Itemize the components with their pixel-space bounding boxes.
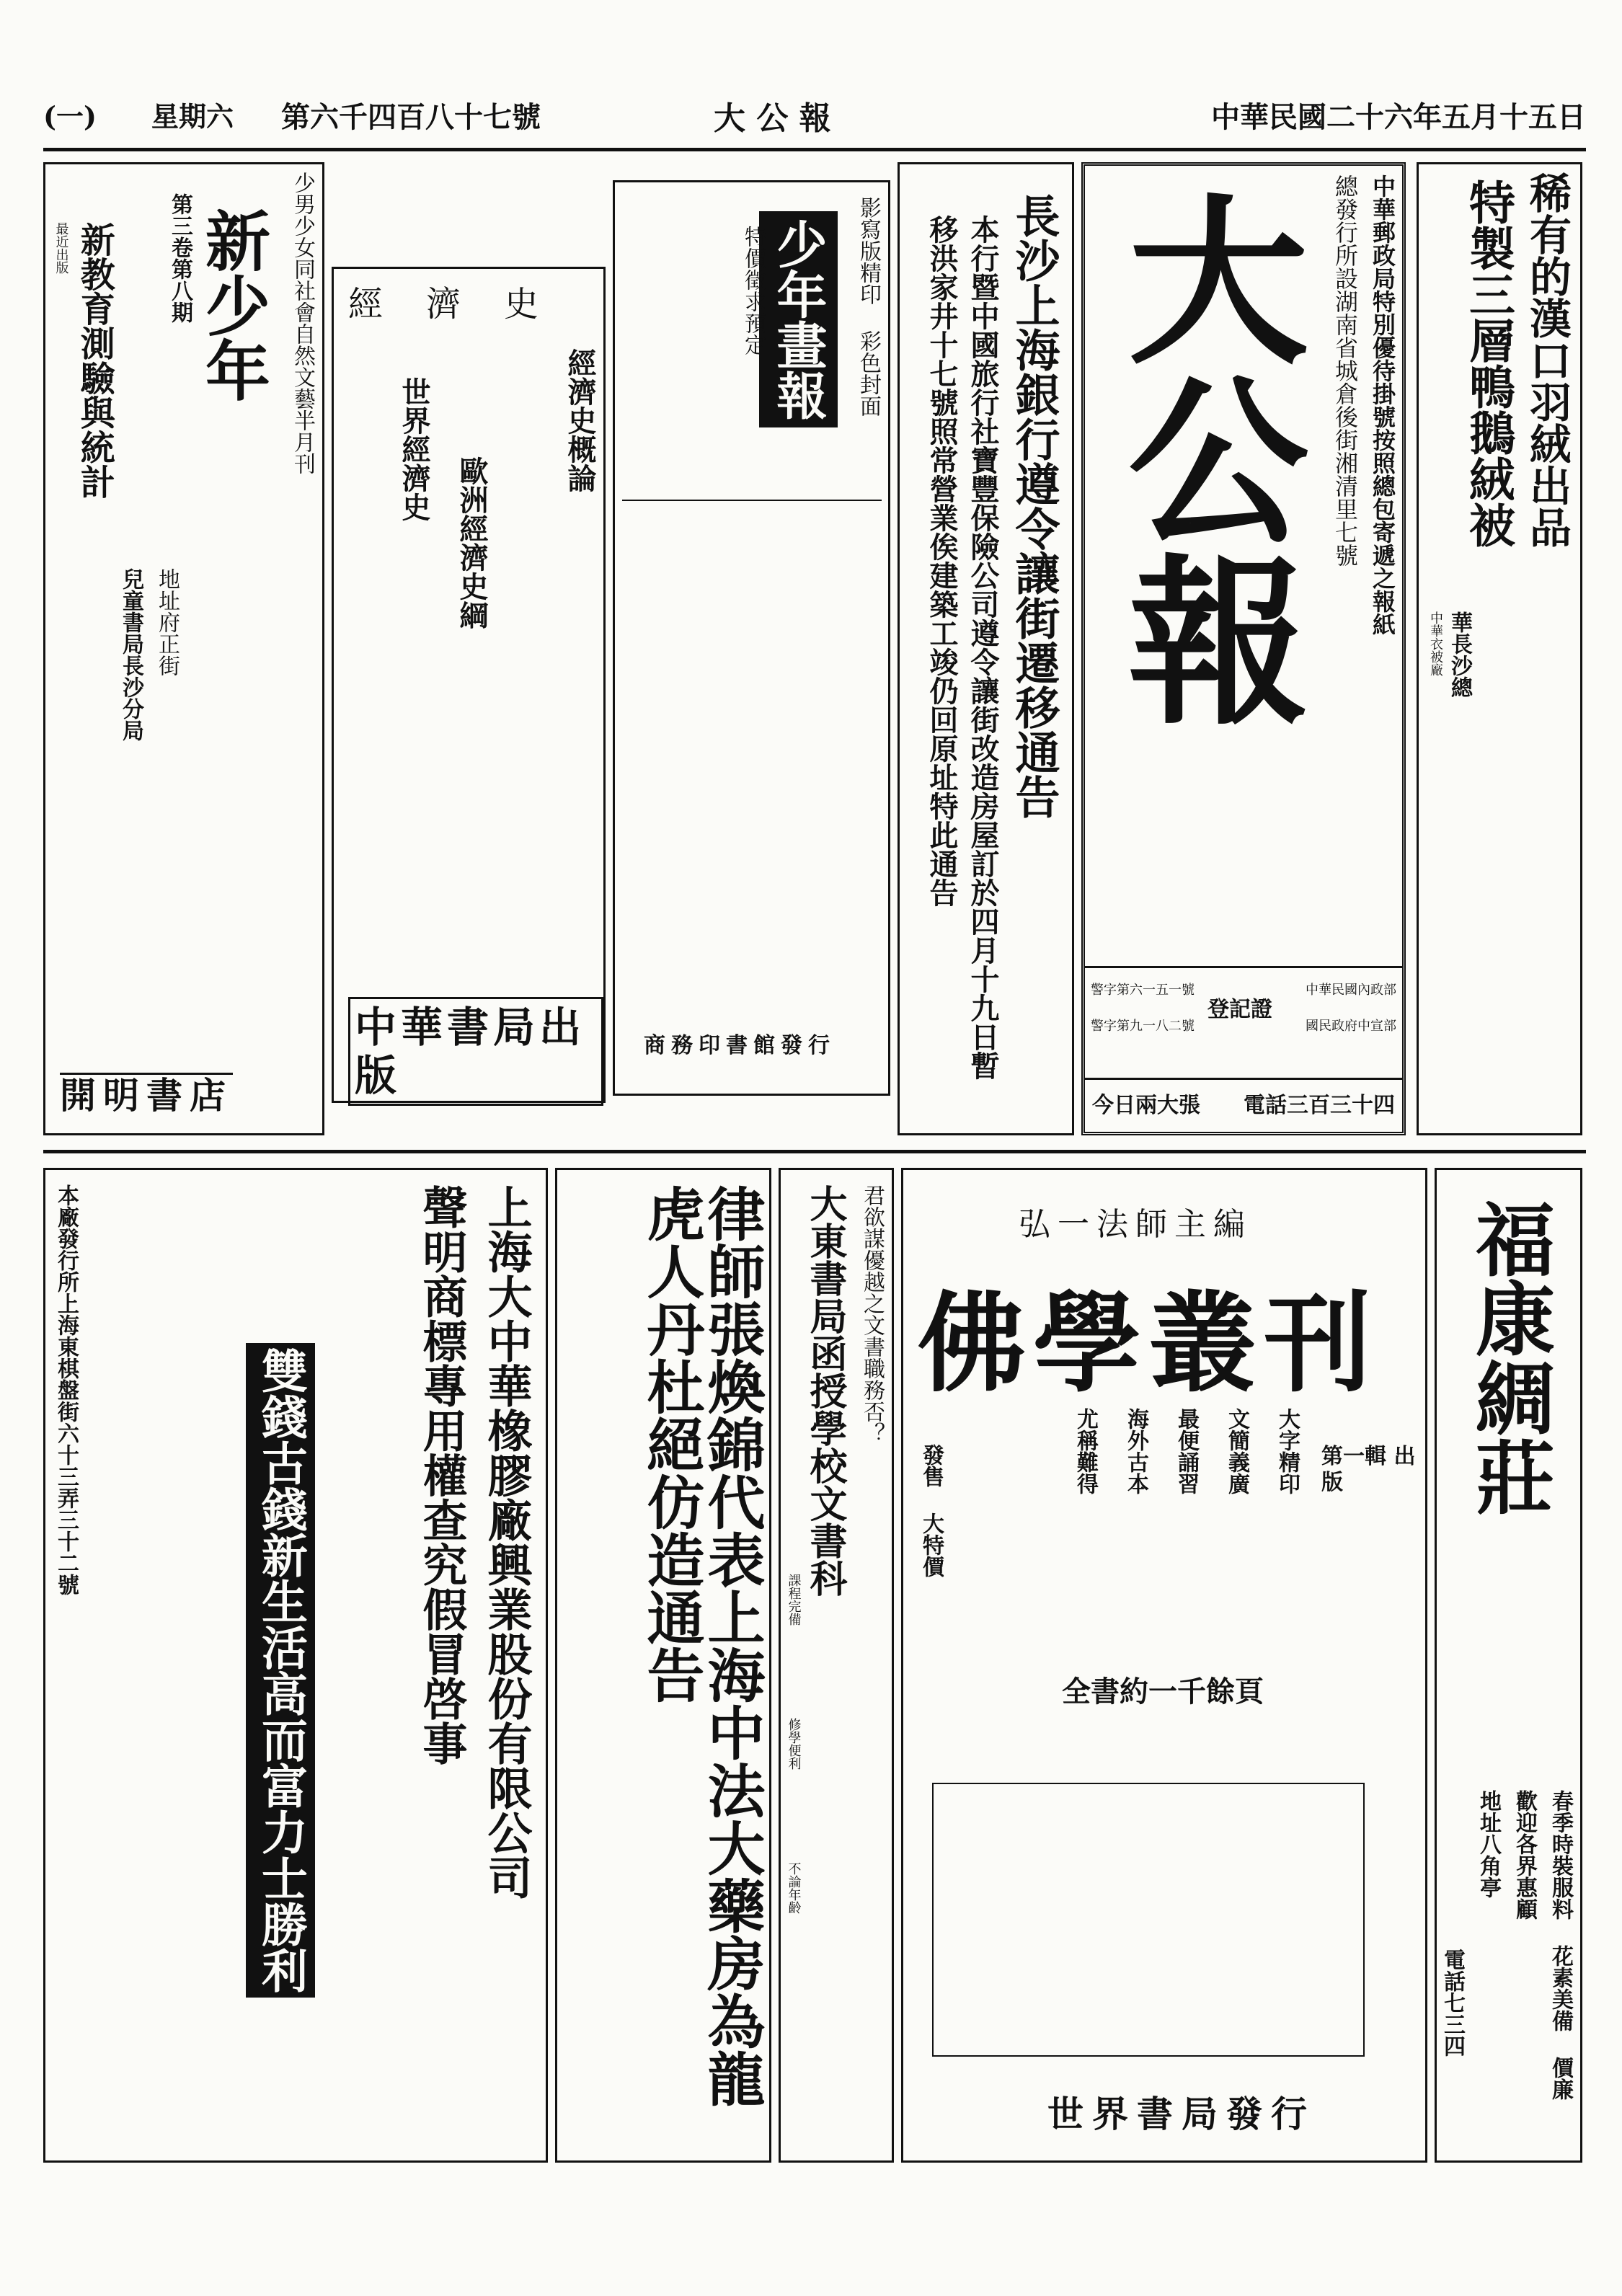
header-paper-name: 大 公 報 xyxy=(714,100,831,137)
economics-head: 經濟史 xyxy=(348,284,582,324)
trademark-sig: 本廠發行所上海東棋盤街六十三弄三十二號 xyxy=(53,1184,79,1595)
masthead-footer xyxy=(1085,1078,1402,1132)
today-label: 今日兩大張 xyxy=(1092,1093,1200,1118)
children-paper-offer: 特價徵求預定 xyxy=(740,226,766,355)
shop-slogan: 春季時裝服料 花素美備 價廉 xyxy=(1548,1790,1573,2100)
school-question: 君欲謀優越之文書職務否？ xyxy=(859,1184,885,1444)
buddhist-points xyxy=(990,1401,1307,1667)
page-header xyxy=(43,101,1586,144)
buddhist-ad xyxy=(901,1168,1427,2163)
masthead xyxy=(1081,162,1406,1135)
youth-title: 新少年 xyxy=(194,208,270,402)
buddhist-point-3: 最便誦習 xyxy=(1174,1408,1199,1494)
youth-magazine-ad xyxy=(43,162,324,1135)
buddhist-editor: 弘一法師主編 xyxy=(1019,1206,1252,1243)
school-ad xyxy=(779,1168,894,2163)
shop-ad xyxy=(1435,1168,1582,2163)
header-rule xyxy=(43,148,1586,151)
registration-label: 登記證 xyxy=(1207,997,1272,1022)
quilt-side-text: 稀有的漢口羽絨出品 xyxy=(1523,172,1572,548)
shop-phone: 電話七三四 xyxy=(1440,1949,1465,2057)
reg-label-1: 中華民國內政部 xyxy=(1306,983,1396,998)
children-paper-ad xyxy=(613,180,890,1096)
youth-publisher: 開明書店 xyxy=(60,1074,233,1117)
buddhist-toc xyxy=(932,1783,1365,2057)
reg-no-2: 警字第九一八二號 xyxy=(1091,1019,1195,1034)
trademark-company: 上海大中華橡膠廠興業股份有限公司 xyxy=(480,1184,533,1900)
buddhist-point-2: 文簡義廣 xyxy=(1224,1408,1249,1494)
children-paper-publisher: 商務印書館發行 xyxy=(644,1033,836,1058)
reg-label-2: 國民政府中宣部 xyxy=(1306,1019,1396,1034)
lawyer-ad xyxy=(555,1168,771,2163)
school-title: 大東書局函授學校文書科 xyxy=(803,1184,847,1597)
bank-move-ad xyxy=(898,162,1074,1135)
trademark-title: 聲明商標專用權查究假冒啓事 xyxy=(415,1184,468,1765)
school-point-1: 課程完備 xyxy=(786,1574,802,1626)
bank-title: 長沙上海銀行遵令讓街遷移通告 xyxy=(1008,193,1060,819)
buddhist-point-4: 海外古本 xyxy=(1123,1408,1148,1494)
youth-vol: 第三卷第八期 xyxy=(167,193,192,323)
shop-title: 福康綢莊 xyxy=(1463,1199,1556,1516)
header-page-no: (一) xyxy=(43,100,97,133)
trademark-ad xyxy=(43,1168,548,2163)
lawyer-title: 律師張煥錦代表上海中法大藥房為龍虎人丹杜絕仿造通告 xyxy=(637,1184,766,2107)
masthead-title: 大公報 xyxy=(1098,187,1310,728)
youth-address: 地址府正街 xyxy=(154,568,180,676)
economics-book3: 世界經濟史 xyxy=(397,377,431,521)
youth-sub: 少男少女同社會自然文藝半月刊 xyxy=(290,172,315,474)
masthead-address: 總發行所設湖南省城倉後街湘清里七號 xyxy=(1331,174,1359,567)
economics-ad xyxy=(332,267,606,1103)
youth-book1: 新教育測驗與統計 xyxy=(74,222,115,499)
buddhist-title: 佛學叢刊 xyxy=(918,1280,1380,1407)
buddhist-point-5: 尤稱難得 xyxy=(1073,1408,1098,1494)
shop-welcome: 歡迎各界惠顧 xyxy=(1512,1790,1537,1920)
children-paper-title: 少年畫報 xyxy=(759,211,838,427)
economics-book1: 經濟史概論 xyxy=(563,348,597,492)
children-paper-sub: 影寫版精印 彩色封面 xyxy=(856,197,881,417)
buddhist-series: 第一輯 出版 xyxy=(1321,1444,1416,1495)
youth-side: 最近出版 xyxy=(53,222,69,274)
quilt-details: 中華衣被廠 xyxy=(1428,611,1443,676)
buddhist-sale: 發售 大特價 xyxy=(918,1444,944,1577)
section-divider xyxy=(43,1150,1586,1153)
quilt-brand: 華長沙總 xyxy=(1447,611,1472,698)
trademark-brand: 雙錢古錢新生活高而富力士勝利 xyxy=(246,1343,315,1998)
buddhist-publisher: 世界書局發行 xyxy=(1047,2093,1316,2135)
quilt-ad xyxy=(1417,162,1582,1135)
masthead-registration xyxy=(1085,966,1402,1074)
quilt-title: 特製三層鴨鵝絨被 xyxy=(1461,179,1515,548)
youth-book2: 兒童書局長沙分局 xyxy=(118,568,143,741)
phone-label: 電話三百三十四 xyxy=(1244,1093,1395,1118)
header-issue: 第六千四百八十七號 xyxy=(281,100,541,134)
bank-body: 本行暨中國旅行社寶豐保險公司遵令讓街改造房屋訂於四月十九日暫移洪家井十七號照常營業俟建築工竣仍回原址特此通告 xyxy=(925,215,1000,1080)
school-point-3: 不論年齡 xyxy=(786,1862,802,1914)
masthead-postal-notice: 中華郵政局特別優待掛號按照總包寄遞之報紙 xyxy=(1369,174,1396,636)
buddhist-total: 全書約一千餘頁 xyxy=(1062,1675,1264,1708)
header-date: 中華民國二十六年五月十五日 xyxy=(1211,100,1586,134)
school-point-2: 修學便利 xyxy=(786,1718,802,1770)
shop-address: 地址八角亭 xyxy=(1476,1790,1501,1898)
buddhist-point-1: 大字精印 xyxy=(1275,1408,1300,1494)
economics-book2: 歐洲經濟史綱 xyxy=(455,456,489,629)
reg-no-1: 警字第六一五一號 xyxy=(1091,983,1195,998)
header-weekday: 星期六 xyxy=(151,100,234,133)
children-paper-body xyxy=(622,500,882,1004)
economics-publisher: 中華書局出版 xyxy=(348,997,603,1106)
